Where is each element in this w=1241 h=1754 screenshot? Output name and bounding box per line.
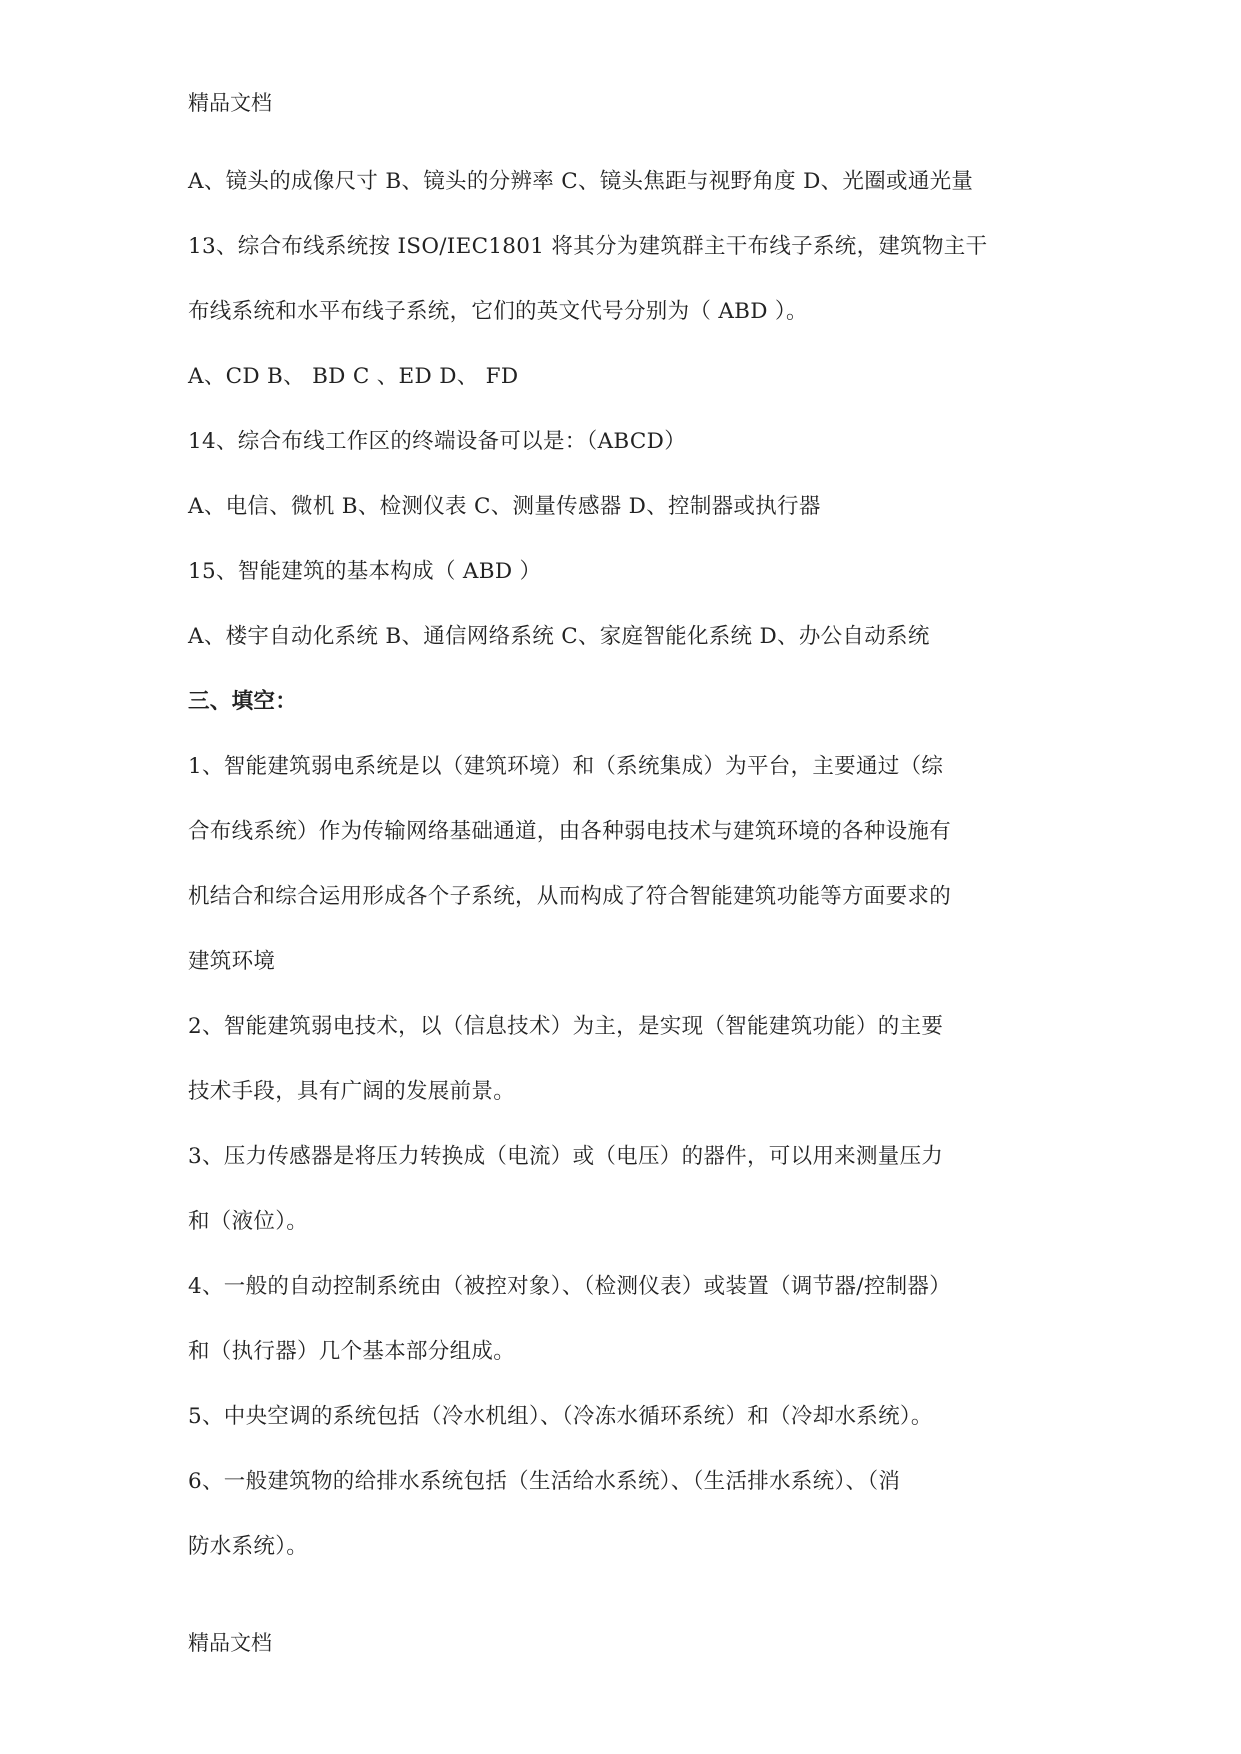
page-footer: 精品文档	[188, 1631, 272, 1655]
text-line: A、镜头的成像尺寸 B、镜头的分辨率 C、镜头焦距与视野角度 D、光圈或通光量	[188, 169, 974, 194]
text-line: 建筑环境	[188, 949, 276, 974]
document-body	[188, 167, 1088, 1597]
text-line: 4、一般的自动控制系统由（被控对象）、（检测仪表）或装置（调节器/控制器）	[188, 1274, 952, 1299]
text-line: 6、一般建筑物的给排水系统包括（生活给水系统）、（生活排水系统）、（消	[188, 1469, 901, 1494]
text-line: 3、压力传感器是将压力转换成（电流）或（电压）的器件，可以用来测量压力	[188, 1144, 944, 1169]
text-line: 防水系统）。	[188, 1534, 309, 1559]
text-line: 合布线系统）作为传输网络基础通道，由各种弱电技术与建筑环境的各种设施有	[188, 819, 952, 844]
text-line: 5、中央空调的系统包括（冷水机组）、（冷冻水循环系统）和（冷却水系统）。	[188, 1404, 933, 1429]
text-line: A、电信、微机 B、检测仪表 C、测量传感器 D、控制器或执行器	[188, 494, 821, 519]
text-line: 布线系统和水平布线子系统，它们的英文代号分别为（ ABD ）。	[188, 299, 808, 324]
text-line: 和（执行器）几个基本部分组成。	[188, 1339, 516, 1364]
section-heading: 三、填空：	[188, 689, 298, 714]
text-line: 15、智能建筑的基本构成（ ABD ）	[188, 559, 542, 584]
text-line: A、楼宇自动化系统 B、通信网络系统 C、家庭智能化系统 D、办公自动系统	[188, 624, 930, 649]
text-line: A、CD B、 BD C 、ED D、 FD	[188, 364, 519, 389]
text-line: 1、智能建筑弱电系统是以（建筑环境）和（系统集成）为平台，主要通过（综	[188, 754, 944, 779]
page-header: 精品文档	[188, 91, 272, 115]
text-line: 13、综合布线系统按 ISO/IEC1801 将其分为建筑群主干布线子系统，建筑物主干	[188, 234, 988, 259]
text-line: 机结合和综合运用形成各个子系统，从而构成了符合智能建筑功能等方面要求的	[188, 884, 952, 909]
text-line: 技术手段，具有广阔的发展前景。	[188, 1079, 516, 1104]
text-line: 和（液位）。	[188, 1209, 309, 1234]
text-line: 14、综合布线工作区的终端设备可以是：（ABCD）	[188, 429, 687, 454]
text-line: 2、智能建筑弱电技术，以（信息技术）为主，是实现（智能建筑功能）的主要	[188, 1014, 944, 1039]
